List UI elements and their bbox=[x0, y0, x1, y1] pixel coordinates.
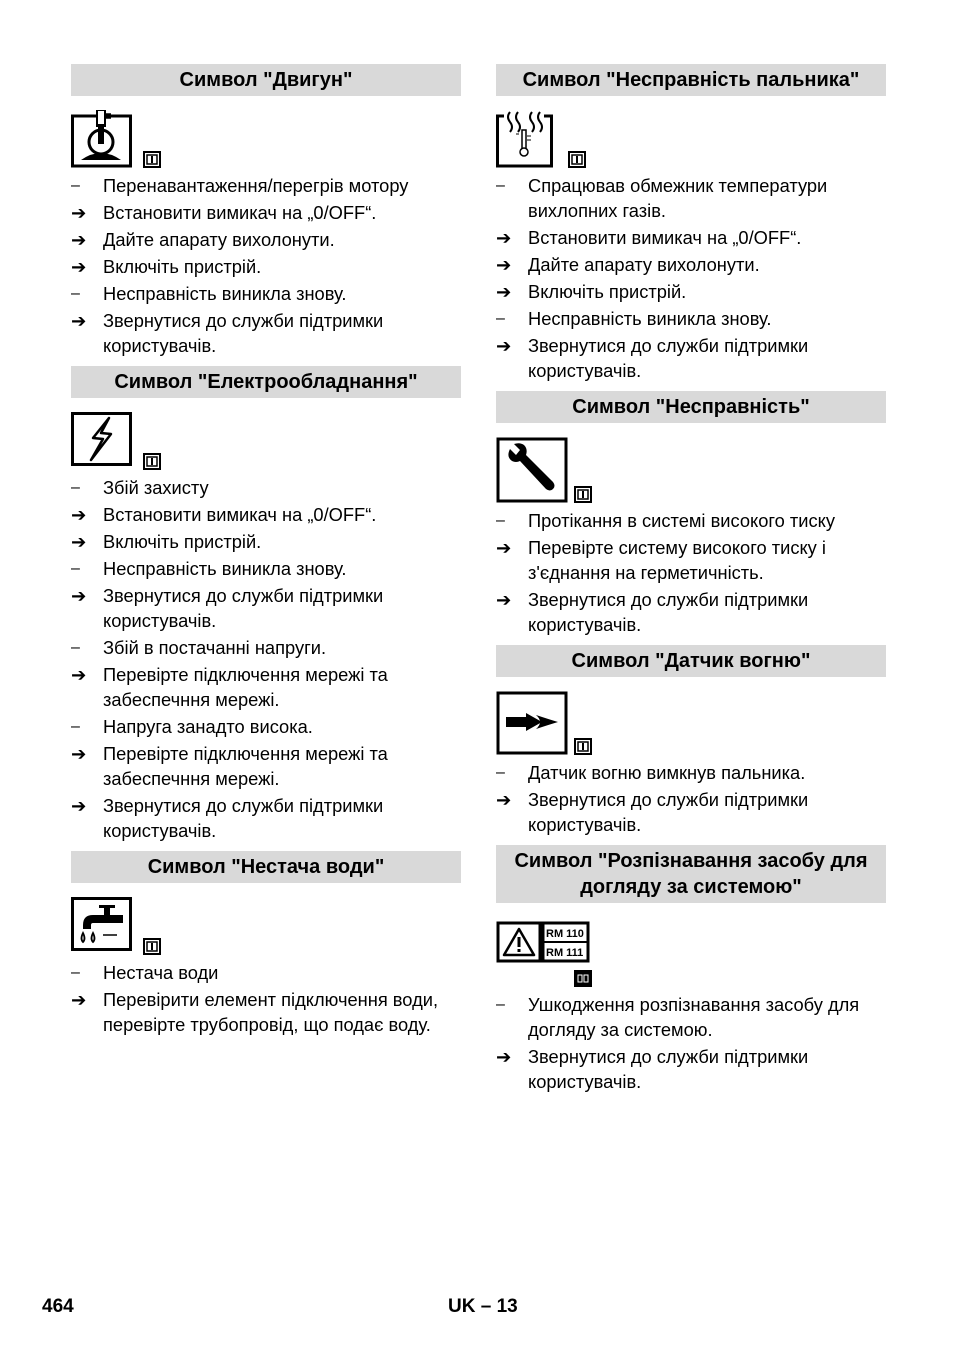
list-item: ➔ Встановити вимикач на „0/OFF“. bbox=[71, 504, 377, 525]
page-label: UK – 13 bbox=[448, 1296, 518, 1317]
display-indicator-icon bbox=[143, 938, 161, 955]
section-electrical bbox=[71, 366, 461, 843]
rm-label: RM 111 bbox=[546, 947, 584, 959]
list-item: ➔ Встановити вимикач на „0/OFF“. bbox=[71, 202, 377, 223]
list-item: – Збій в постачанні напруги. bbox=[71, 637, 327, 658]
section-flame-sensor bbox=[496, 645, 886, 837]
section-title: Символ "Двигун" bbox=[71, 64, 461, 96]
section-water-shortage bbox=[71, 851, 461, 1037]
arrow-icon: ➔ bbox=[496, 254, 512, 275]
item-list bbox=[496, 173, 886, 383]
list-item: – Ушкодження розпізнавання засобу для догляду за системою. bbox=[496, 994, 860, 1040]
dash-marker: – bbox=[71, 964, 80, 981]
arrow-icon: ➔ bbox=[71, 989, 87, 1010]
dash-marker: – bbox=[71, 177, 80, 194]
list-item: ➔ Звернутися до служби підтримки користувачів. bbox=[496, 789, 809, 835]
item-list bbox=[496, 760, 886, 837]
list-item: ➔ Дайте апарату вихолонути. bbox=[496, 254, 760, 275]
section-title: Символ "Нестача води" bbox=[71, 851, 461, 883]
left-column bbox=[71, 64, 461, 1045]
item-list bbox=[71, 173, 461, 358]
arrow-icon: ➔ bbox=[496, 537, 512, 558]
warning-rm-icon bbox=[496, 921, 590, 963]
dash-marker: – bbox=[496, 310, 505, 327]
arrow-icon: ➔ bbox=[71, 229, 87, 250]
list-item: ➔ Звернутися до служби підтримки користувачів. bbox=[496, 335, 809, 381]
section-title: Символ "Розпізнавання засобу для догляду за системою" bbox=[496, 845, 886, 903]
dash-marker: – bbox=[71, 639, 80, 656]
section-fault bbox=[496, 391, 886, 637]
item-list bbox=[71, 475, 461, 843]
lightning-icon bbox=[71, 412, 133, 468]
list-item: ➔ Звернутися до служби підтримки користувачів. bbox=[496, 1046, 809, 1092]
list-item: ➔ Включіть пристрій. bbox=[71, 256, 262, 277]
dash-marker: – bbox=[496, 177, 505, 194]
dash-marker: – bbox=[71, 285, 80, 302]
display-indicator-icon bbox=[574, 738, 592, 755]
arrow-icon: ➔ bbox=[71, 743, 87, 764]
list-item: – Протікання в системі високого тиску bbox=[496, 510, 835, 531]
section-care-agent-detection bbox=[496, 845, 886, 1094]
arrow-icon: ➔ bbox=[496, 589, 512, 610]
list-item: ➔ Дайте апарату вихолонути. bbox=[71, 229, 335, 250]
dash-marker: – bbox=[71, 479, 80, 496]
motor-temperature-icon bbox=[71, 110, 133, 168]
list-item: – Перенавантаження/перегрів мотору bbox=[71, 175, 409, 196]
arrow-icon: ➔ bbox=[71, 310, 87, 331]
wrench-icon bbox=[496, 437, 568, 503]
list-item: – Несправність виникла знову. bbox=[71, 283, 347, 304]
section-motor bbox=[71, 64, 461, 358]
item-list bbox=[496, 508, 886, 637]
arrow-icon: ➔ bbox=[71, 531, 87, 552]
list-item: ➔ Перевірити елемент підключення води, перевірте трубопровід, що подає воду. bbox=[71, 989, 439, 1035]
list-item: – Несправність виникла знову. bbox=[71, 558, 347, 579]
arrow-icon: ➔ bbox=[71, 256, 87, 277]
water-tap-icon bbox=[71, 897, 133, 953]
list-item: – Нестача води bbox=[71, 962, 219, 983]
section-title: Символ "Несправність пальника" bbox=[496, 64, 886, 96]
flame-sensor-icon bbox=[496, 691, 568, 755]
list-item: – Несправність виникла знову. bbox=[496, 308, 772, 329]
display-indicator-icon bbox=[143, 151, 161, 168]
section-burner bbox=[496, 64, 886, 383]
arrow-icon: ➔ bbox=[71, 795, 87, 816]
list-item: ➔ Перевірте підключення мережі та забеспечння мережі. bbox=[71, 743, 388, 789]
arrow-icon: ➔ bbox=[496, 1046, 512, 1067]
list-item: – Збій захисту bbox=[71, 477, 209, 498]
list-item: ➔ Звернутися до служби підтримки користувачів. bbox=[71, 310, 384, 356]
arrow-icon: ➔ bbox=[496, 335, 512, 356]
arrow-icon: ➔ bbox=[496, 789, 512, 810]
display-indicator-filled-icon bbox=[574, 970, 592, 987]
arrow-icon: ➔ bbox=[71, 664, 87, 685]
page-number: 464 bbox=[42, 1296, 74, 1317]
dash-marker: – bbox=[71, 718, 80, 735]
display-indicator-icon bbox=[574, 486, 592, 503]
list-item: ➔ Перевірте систему високого тиску і з'єднання на герметичність. bbox=[496, 537, 826, 583]
list-item: ➔ Перевірте підключення мережі та забеспечння мережі. bbox=[71, 664, 388, 710]
arrow-icon: ➔ bbox=[71, 504, 87, 525]
list-item: ➔ Звернутися до служби підтримки користувачів. bbox=[496, 589, 809, 635]
list-item: ➔ Включіть пристрій. bbox=[71, 531, 262, 552]
list-item: – Напруга занадто висока. bbox=[71, 716, 313, 737]
section-title: Символ "Несправність" bbox=[496, 391, 886, 423]
item-list bbox=[496, 992, 886, 1094]
burner-temperature-icon bbox=[496, 110, 558, 168]
arrow-icon: ➔ bbox=[71, 585, 87, 606]
dash-marker: – bbox=[496, 996, 505, 1013]
arrow-icon: ➔ bbox=[496, 227, 512, 248]
display-indicator-icon bbox=[143, 453, 161, 470]
list-item: ➔ Звернутися до служби підтримки користувачів. bbox=[71, 585, 384, 631]
dash-marker: – bbox=[71, 560, 80, 577]
dash-marker: – bbox=[496, 764, 505, 781]
list-item: ➔ Звернутися до служби підтримки користувачів. bbox=[71, 795, 384, 841]
section-title: Символ "Електрообладнання" bbox=[71, 366, 461, 398]
dash-marker: – bbox=[496, 512, 505, 529]
section-title: Символ "Датчик вогню" bbox=[496, 645, 886, 677]
arrow-icon: ➔ bbox=[71, 202, 87, 223]
list-item: – Спрацював обмежник температури вихлопних газів. bbox=[496, 175, 828, 221]
list-item: ➔ Встановити вимикач на „0/OFF“. bbox=[496, 227, 802, 248]
list-item: – Датчик вогню вимкнув пальника. bbox=[496, 762, 806, 783]
item-list bbox=[71, 960, 461, 1037]
display-indicator-icon bbox=[568, 151, 586, 168]
arrow-icon: ➔ bbox=[496, 281, 512, 302]
right-column bbox=[496, 64, 886, 1102]
rm-label: RM 110 bbox=[546, 928, 584, 940]
list-item: ➔ Включіть пристрій. bbox=[496, 281, 687, 302]
